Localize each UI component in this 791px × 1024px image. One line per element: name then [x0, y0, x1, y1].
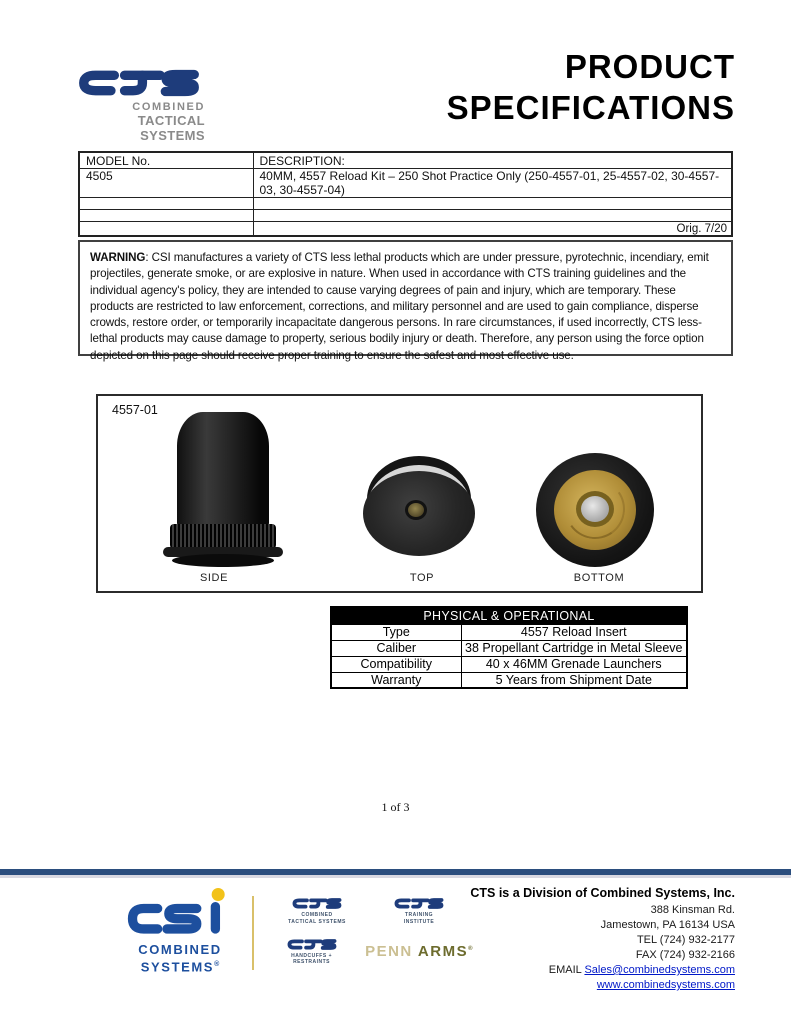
spec-label: Compatibility: [331, 656, 461, 672]
view-label-top: TOP: [409, 572, 435, 584]
side-view-knurl: [170, 524, 276, 549]
csi-systems-label: SYSTEMS®: [140, 959, 220, 975]
orig-date: Orig. 7/20: [253, 222, 732, 237]
cts-handcuffs-restraints-logo: [274, 937, 349, 965]
address-line1: 388 Kinsman Rd.: [650, 904, 735, 916]
registered-mark: ®: [214, 961, 220, 968]
cts-logo: [75, 66, 205, 143]
spec-table-title: PHYSICAL & OPERATIONAL: [331, 607, 687, 624]
spec-value: 4557 Reload Insert: [461, 624, 687, 640]
spec-label: Warranty: [331, 672, 461, 688]
page-number: 1 of 3: [381, 800, 410, 814]
view-label-side: SIDE: [199, 572, 229, 584]
product-photo-bottom: [535, 452, 657, 570]
spec-value: 5 Years from Shipment Date: [461, 672, 687, 688]
table-row: [331, 624, 687, 640]
registered-mark: ®: [468, 946, 474, 952]
side-view-base: [172, 554, 274, 567]
penn-arms-logo: PENN ARMS®: [365, 943, 474, 960]
mini-logo-caption: TRAINING: [404, 912, 434, 918]
table-row: [331, 672, 687, 688]
product-panel: [96, 394, 703, 593]
spec-label: Type: [331, 624, 461, 640]
warning-text: : CSI manufactures a variety of CTS less lethal products which are under pressure, pyrotechnic, incendiary, emit projectiles, generate smoke, or are explosive in nature. When used in accordance with CTS training guidelines and the individual agency's policy, they are intended to cause varying degrees of pain and injury, which are temporary. These products are restricted to law enforcement, corrections, and military personnel and are used to gain compliance, disperse crowds, restore order, or temporarily incapacitate dangerous persons. In rare circumstances, if used incorrectly, CTS less-lethal products may cause damage to property, serious bodily injury or death. Therefore, any person using the force option depicted on this page should receive proper training to ensure the safest and most effective use.: [90, 251, 709, 362]
empty-cell: [253, 198, 732, 210]
product-photo-side: [153, 412, 293, 570]
spec-value: 40 x 46MM Grenade Launchers: [461, 656, 687, 672]
fax-line: FAX (724) 932-2166: [635, 949, 735, 961]
tel-line: TEL (724) 932-2177: [636, 934, 735, 946]
description-header: DESCRIPTION:: [253, 152, 732, 169]
side-view-body: [177, 412, 269, 526]
view-label-bottom: BOTTOM: [573, 572, 625, 584]
spec-label: Caliber: [331, 640, 461, 656]
csi-logo-icon: [121, 888, 239, 942]
cts-logo-combined-label: COMBINED: [132, 101, 205, 113]
cts-logo-icon: [291, 896, 343, 911]
description-cell: 40MM, 4557 Reload Kit – 250 Shot Practice Only (250-4557-01, 25-4557-02, 30-4557-03, 30-4557-04): [253, 169, 732, 198]
email-link[interactable]: Sales@combinedsystems.com: [584, 964, 735, 976]
product-photo-top: [360, 456, 478, 558]
empty-cell: [79, 210, 253, 222]
address-line2: Jamestown, PA 16134 USA: [600, 919, 735, 931]
mini-logo-caption: INSTITUTE: [403, 919, 435, 925]
mini-logo-caption: TACTICAL SYSTEMS: [288, 919, 346, 925]
cts-logo-tactical-systems-label: TACTICAL SYSTEMS: [137, 113, 205, 143]
footer-divider-bar: [0, 869, 791, 878]
top-view-hole: [405, 500, 427, 520]
empty-cell: [253, 210, 732, 222]
empty-cell: [79, 222, 253, 237]
email-line: EMAIL Sales@combinedsystems.com: [548, 964, 735, 976]
table-row: [331, 656, 687, 672]
warning-label: WARNING: [90, 251, 146, 264]
website-link[interactable]: www.combinedsystems.com: [596, 979, 735, 991]
footer-logo-divider: [252, 896, 254, 970]
csi-combined-label: COMBINED: [138, 942, 222, 957]
model-no-cell: 4505: [79, 169, 253, 198]
part-number: 4557-01: [112, 403, 158, 417]
bottom-view-primer: [581, 496, 609, 522]
table-row: [331, 640, 687, 656]
model-table: [78, 151, 733, 237]
cts-training-institute-logo: [376, 896, 462, 925]
division-line: CTS is a Division of Combined Systems, Inc.: [470, 886, 735, 900]
page-title-line1: PRODUCT: [564, 48, 735, 85]
page-title: [447, 46, 735, 128]
empty-cell: [79, 198, 253, 210]
cts-logo-icon: [286, 937, 338, 952]
page-title-line2: SPECIFICATIONS: [446, 89, 735, 126]
spec-table: [330, 606, 688, 689]
mini-logo-caption: COMBINED: [301, 912, 333, 918]
warning-box: [78, 240, 733, 362]
contact-info: [470, 886, 735, 993]
csi-logo: [105, 888, 255, 974]
cts-tactical-systems-logo: [274, 896, 360, 925]
website-line: [470, 978, 735, 993]
brand-logos: [274, 896, 474, 965]
model-no-header: MODEL No.: [79, 152, 253, 169]
spec-value: 38 Propellant Cartridge in Metal Sleeve: [461, 640, 687, 656]
cts-logo-icon: [393, 896, 445, 911]
mini-logo-caption: HANDCUFFS + RESTRAINTS: [291, 953, 332, 965]
cts-logo-icon: [75, 66, 203, 100]
